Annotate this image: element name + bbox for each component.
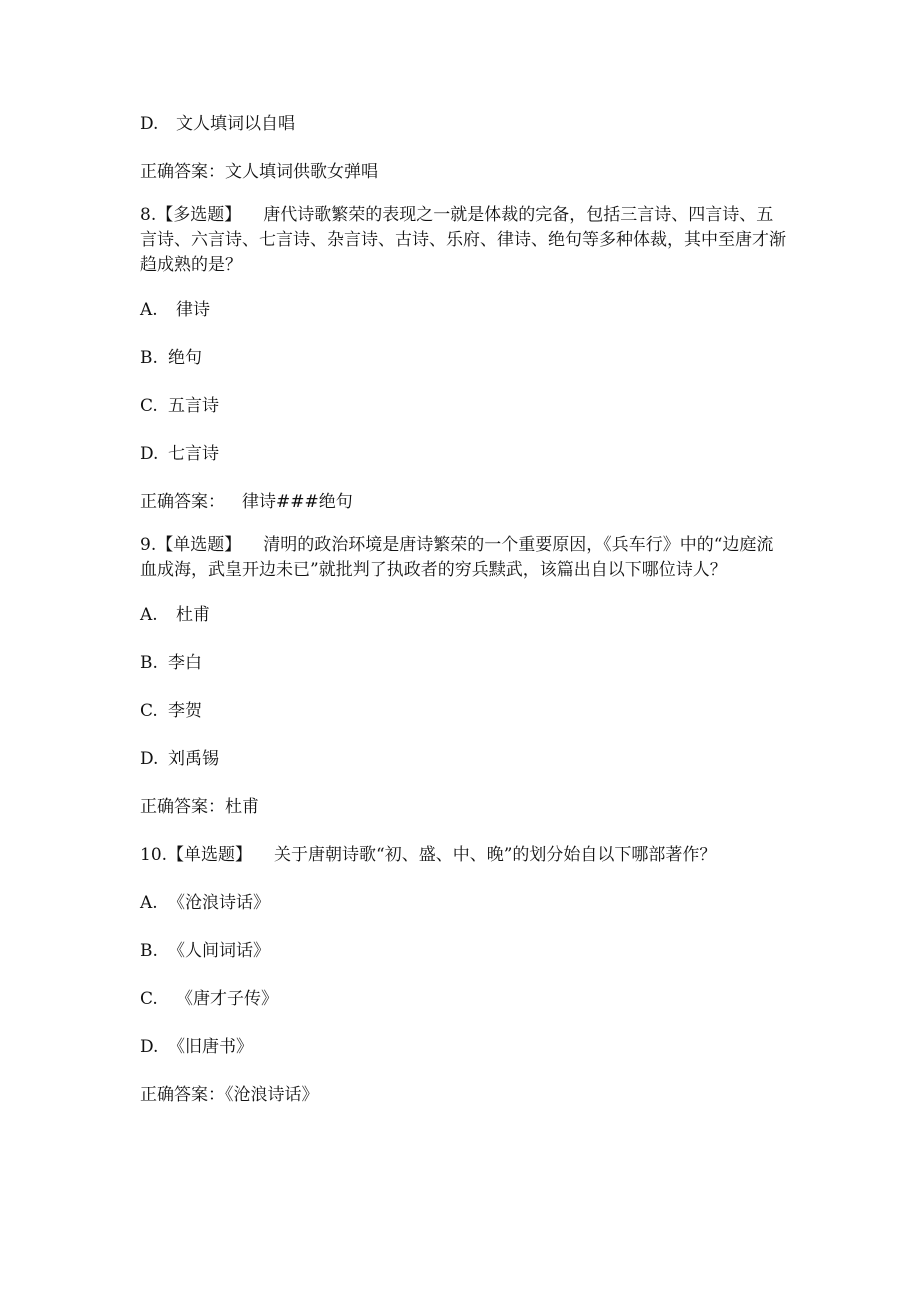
option-text: 刘禹锡 xyxy=(168,749,219,769)
q8-option-b xyxy=(140,342,790,374)
q10-answer: 正确答案：《沧浪诗话》 xyxy=(140,1085,319,1105)
option-text: 杜甫 xyxy=(176,605,210,625)
q10-question xyxy=(140,839,790,871)
q7-option-d xyxy=(140,108,790,140)
option-text: 《旧唐书》 xyxy=(168,1037,253,1057)
question-number: 10.【单选题】 xyxy=(140,845,253,865)
option-text: 《唐才子传》 xyxy=(176,989,278,1009)
option-text: 《人间词话》 xyxy=(168,941,270,961)
option-letter: C. xyxy=(140,989,158,1009)
q9-answer: 正确答案：杜甫 xyxy=(140,797,259,817)
option-letter: C. xyxy=(140,701,158,721)
option-letter: D. xyxy=(140,444,159,464)
option-letter: B. xyxy=(140,941,158,961)
option-text: 律诗 xyxy=(176,300,210,320)
question-number: 8.【多选题】 xyxy=(140,205,242,225)
option-text: 文人填词以自唱 xyxy=(176,114,295,134)
q9-option-b xyxy=(140,647,790,679)
option-text: 《沧浪诗话》 xyxy=(168,893,270,913)
q10-option-d xyxy=(140,1031,790,1063)
q8-option-d xyxy=(140,438,790,470)
q8-question xyxy=(140,203,790,278)
q8-option-a xyxy=(140,294,790,326)
answer-label: 正确答案： xyxy=(140,492,225,512)
option-letter: B. xyxy=(140,653,158,673)
q7-answer: 正确答案：文人填词供歌女弹唱 xyxy=(140,162,378,182)
q10-option-a xyxy=(140,887,790,919)
q9-option-a xyxy=(140,599,790,631)
question-text: 唐代诗歌繁荣的表现之一就是体裁的完备，包括三言诗、四言诗、五言诗、六言诗、七言诗、杂言诗、古诗、乐府、律诗、绝句等多种体裁，其中至唐才渐趋成熟的是？ xyxy=(140,205,786,275)
answer-text: 律诗###绝句 xyxy=(242,492,353,512)
option-letter: C. xyxy=(140,396,158,416)
option-letter: D. xyxy=(140,1037,159,1057)
q10-option-c xyxy=(140,983,790,1015)
question-text: 关于唐朝诗歌“初、盛、中、晚”的划分始自以下哪部著作？ xyxy=(274,845,717,865)
option-text: 绝句 xyxy=(168,348,202,368)
q10-option-b xyxy=(140,935,790,967)
option-letter: D. xyxy=(140,114,159,134)
option-letter: D. xyxy=(140,749,159,769)
q8-option-c xyxy=(140,390,790,422)
question-text: 清明的政治环境是唐诗繁荣的一个重要原因，《兵车行》中的“边庭流血成海，武皇开边未已”就批判了执政者的穷兵黩武，该篇出自以下哪位诗人？ xyxy=(140,535,774,580)
option-text: 五言诗 xyxy=(168,396,219,416)
option-letter: A. xyxy=(140,893,158,913)
question-number: 9.【单选题】 xyxy=(140,535,242,555)
option-text: 李贺 xyxy=(168,701,202,721)
option-letter: A. xyxy=(140,300,158,320)
q9-question xyxy=(140,533,790,583)
option-letter: A. xyxy=(140,605,158,625)
option-text: 七言诗 xyxy=(168,444,219,464)
q9-option-c xyxy=(140,695,790,727)
q8-answer xyxy=(140,486,790,518)
q9-option-d xyxy=(140,743,790,775)
document-page xyxy=(140,108,790,1111)
option-letter: B. xyxy=(140,348,158,368)
option-text: 李白 xyxy=(168,653,202,673)
